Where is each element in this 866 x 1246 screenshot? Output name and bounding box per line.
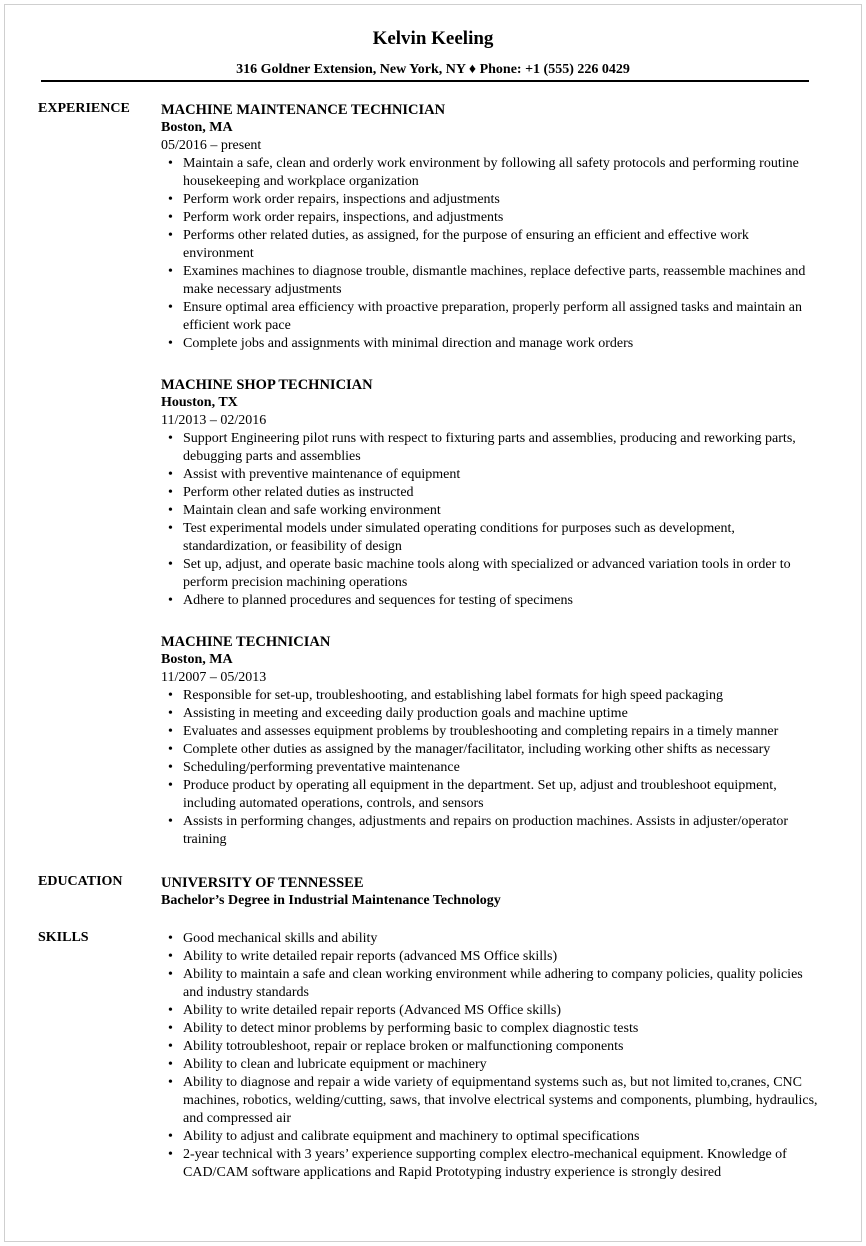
list-item: • Assists in performing changes, adjustments and repairs on production machines. Assists in adjuster/operator training bbox=[183, 813, 821, 849]
job-dates: 11/2007 – 05/2013 bbox=[161, 670, 267, 685]
list-item: • Perform work order repairs, inspections and adjustments bbox=[183, 191, 821, 209]
list-item: • 2-year technical with 3 years’ experience supporting complex electro-mechanical equipment. Knowledge of CAD/CAM software applications and Rapid Prototyping industry experience is strongly desired bbox=[183, 1146, 821, 1182]
list-item: • Scheduling/performing preventative maintenance bbox=[183, 759, 821, 777]
job-title: MACHINE TECHNICIAN bbox=[161, 634, 331, 650]
list-item: • Complete other duties as assigned by the manager/facilitator, including working other shifts as necessary bbox=[183, 741, 821, 759]
list-item: • Responsible for set-up, troubleshooting, and establishing label formats for high speed packaging bbox=[183, 687, 821, 705]
list-item: • Maintain clean and safe working environment bbox=[183, 502, 821, 520]
list-item: • Ability totroubleshoot, repair or replace broken or malfunctioning components bbox=[183, 1038, 821, 1056]
list-item: • Ability to detect minor problems by performing basic to complex diagnostic tests bbox=[183, 1020, 821, 1038]
education-block bbox=[161, 874, 821, 910]
list-item: • Performs other related duties, as assigned, for the purpose of ensuring an efficient and effective work environment bbox=[183, 227, 821, 263]
job-bullets bbox=[161, 430, 821, 610]
list-item: • Adhere to planned procedures and sequences for testing of specimens bbox=[183, 592, 821, 610]
job-title: MACHINE MAINTENANCE TECHNICIAN bbox=[161, 102, 446, 118]
section-education: EDUCATION bbox=[38, 874, 123, 889]
list-item: • Evaluates and assesses equipment problems by troubleshooting and completing repairs in a timely manner bbox=[183, 723, 821, 741]
skills-list bbox=[161, 930, 821, 1182]
skills-bullets bbox=[161, 930, 821, 1182]
job-location: Boston, MA bbox=[161, 652, 233, 667]
list-item: • Test experimental models under simulated operating conditions for purposes such as development, standardization, or feasibility of design bbox=[183, 520, 821, 556]
list-item: • Good mechanical skills and ability bbox=[183, 930, 821, 948]
list-item: • Maintain a safe, clean and orderly work environment by following all safety protocols and performing routine housekeeping and workplace organization bbox=[183, 155, 821, 191]
job-entry bbox=[161, 101, 821, 353]
experience-list bbox=[161, 101, 821, 872]
resume-name: Kelvin Keeling bbox=[372, 28, 494, 49]
section-experience: EXPERIENCE bbox=[38, 101, 130, 116]
list-item: • Assist with preventive maintenance of equipment bbox=[183, 466, 821, 484]
contact-line: 316 Goldner Extension, New York, NY ♦ Phone: +1 (555) 226 0429 bbox=[236, 62, 630, 77]
job-dates: 05/2016 – present bbox=[161, 138, 262, 153]
list-item: • Support Engineering pilot runs with respect to fixturing parts and assemblies, producing and reworking parts, debugging parts and assemblies bbox=[183, 430, 821, 466]
list-item: • Ability to clean and lubricate equipment or machinery bbox=[183, 1056, 821, 1074]
job-entry bbox=[161, 376, 821, 610]
degree: Bachelor’s Degree in Industrial Maintenance Technology bbox=[161, 893, 501, 908]
list-item: • Ability to maintain a safe and clean working environment while adhering to company policies, quality policies and industry standards bbox=[183, 966, 821, 1002]
list-item: • Set up, adjust, and operate basic machine tools along with specialized or advanced variation tools in order to perform precision machining operations bbox=[183, 556, 821, 592]
list-item: • Ability to write detailed repair reports (advanced MS Office skills) bbox=[183, 948, 821, 966]
job-entry bbox=[161, 633, 821, 849]
list-item: • Examines machines to diagnose trouble, dismantle machines, replace defective parts, reassemble machines and make necessary adjustments bbox=[183, 263, 821, 299]
job-dates: 11/2013 – 02/2016 bbox=[161, 413, 267, 428]
job-title: MACHINE SHOP TECHNICIAN bbox=[161, 377, 373, 393]
job-location: Boston, MA bbox=[161, 120, 233, 135]
list-item: • Produce product by operating all equipment in the department. Set up, adjust and troubleshoot equipment, including automated operations, controls, and sensors bbox=[183, 777, 821, 813]
job-bullets bbox=[161, 687, 821, 849]
job-location: Houston, TX bbox=[161, 395, 238, 410]
section-skills: SKILLS bbox=[38, 930, 89, 945]
job-bullets bbox=[161, 155, 821, 353]
list-item: • Ensure optimal area efficiency with proactive preparation, properly perform all assigned tasks and maintain an efficient work pace bbox=[183, 299, 821, 335]
list-item: • Complete jobs and assignments with minimal direction and manage work orders bbox=[183, 335, 821, 353]
header-divider bbox=[41, 80, 809, 82]
list-item: • Ability to adjust and calibrate equipment and machinery to optimal specifications bbox=[183, 1128, 821, 1146]
school-name: UNIVERSITY OF TENNESSEE bbox=[161, 875, 364, 891]
list-item: • Assisting in meeting and exceeding daily production goals and machine uptime bbox=[183, 705, 821, 723]
list-item: • Ability to diagnose and repair a wide variety of equipmentand systems such as, but not limited to,cranes, CNC machines, robotics, welding/cutting, saws, that involve electrical systems and components, plumbing, hydraulics, and compressed air bbox=[183, 1074, 821, 1128]
list-item: • Perform other related duties as instructed bbox=[183, 484, 821, 502]
list-item: • Ability to write detailed repair reports (Advanced MS Office skills) bbox=[183, 1002, 821, 1020]
list-item: • Perform work order repairs, inspections, and adjustments bbox=[183, 209, 821, 227]
